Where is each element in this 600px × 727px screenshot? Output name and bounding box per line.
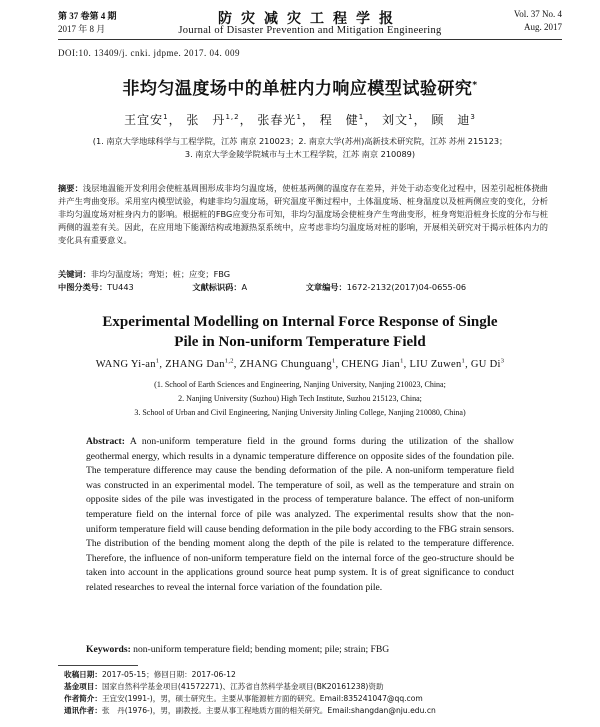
abstract-en-label: Abstract: <box>86 436 125 447</box>
author-en: CHENG Jian$^1$, <box>341 357 410 370</box>
author-en: ZHANG Dan$^{1,2}$, <box>165 357 240 370</box>
abstract-cn-label: 摘要： <box>58 183 83 193</box>
authors-en <box>0 357 600 370</box>
doi: DOI:10. 13409/j. cnki. jdpme. 2017. 04. 009 <box>58 48 240 58</box>
abstract-cn-text: 浅层地温能开发利用会使桩基周围形成非均匀温度场，使桩基两侧的温度存在差异，并处于动态变化过程中，因差引起桩体挠曲并产生弯曲变形。采用室内模型试验，构建非均匀温度场，研究温度平衡过程中，土体温度场、桩身温度以及桩两侧应变的变化，分析非均匀温度场对桩身内力的影响。根据桩的FBG应变分布可知，非均匀温度场会使桩身产生弯曲变形，桩身弯矩沿桩身长度的分布与桩两侧的温差有关。因此，在应用地下能源结构或地源热泵系统中，应考虑非均匀温度场对桩的影响，开展相关研究对于揭示桩体内力的变化具有重要意义。 <box>58 183 548 245</box>
affiliations-cn <box>40 135 560 161</box>
author-en: ZHANG Chunguang$^1$, <box>239 357 342 370</box>
title-cn-mark: * <box>472 80 478 91</box>
journal-volume-en: Vol. 37 No. 4 <box>513 9 562 19</box>
author-cn: 顾 迪$^3$ <box>431 113 476 127</box>
abstract-en <box>86 435 514 596</box>
abstract-cn <box>58 182 548 247</box>
journal-name-cn: 防灾减灾工程学报 <box>218 11 402 27</box>
keywords-en <box>86 644 389 655</box>
footnote-corresponding-author: 通讯作者：张 丹(1976-)，男，副教授。主要从事工程地质方面的相关研究。Email:shangdan@nju.edu.cn <box>64 706 436 715</box>
author-cn: 程 健$^1$， <box>319 113 378 127</box>
title-en <box>0 312 600 352</box>
title-en-line: Pile in Non-uniform Temperature Field <box>174 334 426 350</box>
keywords-cn-text: 非均匀温度场；弯矩；桩；应变；FBG <box>90 269 231 279</box>
footnote-rule <box>58 665 138 666</box>
document-code: 文献标识码：A <box>192 282 248 292</box>
keywords-en-label: Keywords: <box>86 644 131 655</box>
article-number: 文章编号：1672-2132(2017)04-0655-06 <box>305 282 467 292</box>
authors-cn <box>0 111 600 128</box>
abstract-en-text: A non-uniform temperature field in the ground forms during the utilization of the shallow geothermal energy, which results in a dynamic temperature difference on opposite sides of the foundation pile. The temperature difference may cause the bending deformation of the pile. A non-uniform temperature field was constructed in an experimental model. The temperature of soil, as well as the temperature and strain on opposite sides of the pile was investigated in the process of temperature balance. The effect of non-uniform temperature field on the internal force of pile was analyzed. The experimental results show that the non-uniform temperature field will cause bending deformation in the pile body according to the FBG strain sensors. The distribution of the bending moment along the depth of the pile is related to the temperature difference. Therefore, the influence of non-uniform temperature field on the internal force of the geo-structure should be taken into account in the applications ground source heat pump system. It is of great significance to conduct related researches to reveal the internal force variation of the foundation pile. <box>86 436 514 593</box>
classification-row <box>58 282 538 293</box>
affiliation-cn-line: 3. 南京大学金陵学院城市与土木工程学院，江苏 南京 210089) <box>184 149 416 159</box>
title-cn <box>0 74 600 99</box>
author-en: GU Di$^3$ <box>470 357 505 370</box>
footnote-funding: 基金项目：国家自然科学基金项目(41572271)、江苏省自然科学基金项目(BK20161238)资助 <box>64 682 384 691</box>
keywords-cn-label: 关键词： <box>58 269 91 279</box>
author-cn: 王宜安$^1$， <box>124 113 182 127</box>
clc-number: 中图分类号：TU443 <box>58 282 134 292</box>
affiliation-en-line: 3. School of Urban and Civil Engineering, Nanjing University Jinling College, Nanjing 210080, China) <box>134 408 466 417</box>
author-en: LIU Zuwen$^1$, <box>409 357 471 370</box>
header-rule <box>58 39 562 40</box>
affiliation-en-line: 2. Nanjing University (Suzhou) High Tech Institute, Suzhou 215123, China; <box>178 394 422 403</box>
author-cn: 刘文$^1$， <box>382 113 427 127</box>
keywords-en-text: non-uniform temperature field; bending moment; pile; strain; FBG <box>130 644 390 655</box>
title-en-line: Experimental Modelling on Internal Force Response of Single <box>102 314 498 330</box>
affiliations-en <box>40 378 560 420</box>
author-cn: 张春光$^1$， <box>257 113 315 127</box>
title-cn-text: 非均匀温度场中的单桩内力响应模型试验研究 <box>122 79 473 99</box>
keywords-cn <box>58 269 230 280</box>
author-cn: 张 丹$^{1,2}$， <box>186 113 253 127</box>
journal-name-en: Journal of Disaster Prevention and Mitigation Engineering <box>178 25 442 36</box>
footnote-author-bio: 作者简介：王宜安(1991-)，男，硕士研究生。主要从事能源桩方面的研究。Email:835241047@qq.com <box>64 694 423 703</box>
journal-date-cn: 2017 年 8 月 <box>58 24 106 34</box>
affiliation-en-line: (1. School of Earth Sciences and Engineering, Nanjing University, Nanjing 210023, China; <box>154 380 446 389</box>
journal-volume-cn: 第 37 卷第 4 期 <box>58 11 117 21</box>
journal-header <box>58 8 562 42</box>
affiliation-cn-line: (1. 南京大学地球科学与工程学院，江苏 南京 210023；2. 南京大学(苏州)高新技术研究院，江苏 苏州 215123； <box>92 136 508 146</box>
journal-date-en: Aug. 2017 <box>524 22 562 32</box>
author-en: WANG $Yi-an^1$, <box>95 357 166 370</box>
footnote-received: 收稿日期：2017-05-15；修回日期：2017-06-12 <box>64 670 236 679</box>
